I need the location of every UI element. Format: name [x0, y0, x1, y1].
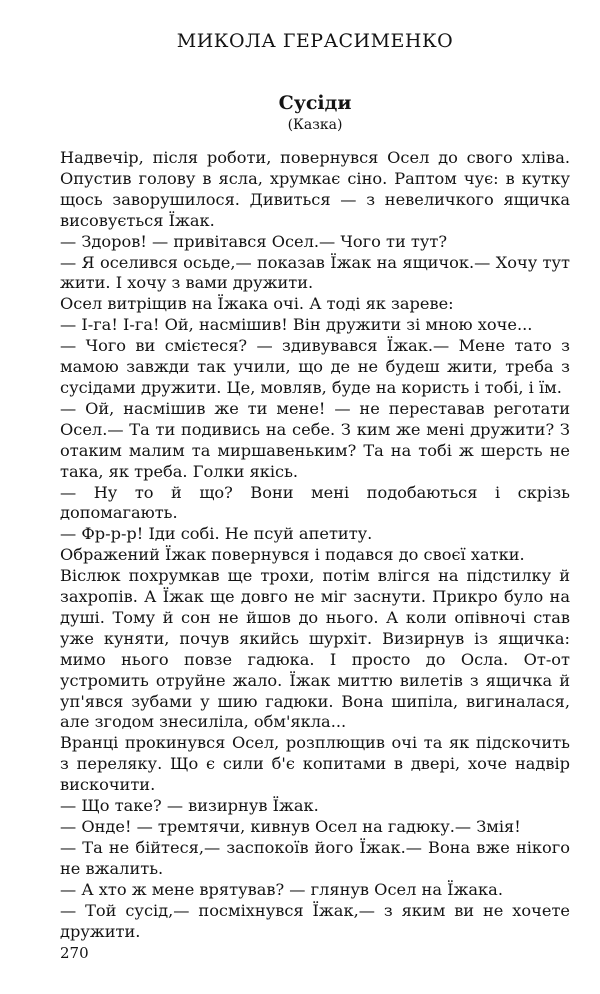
story-title: Сусіди — [278, 92, 352, 114]
story-subtitle: (Казка) — [287, 117, 343, 133]
paragraph: Вранці прокинувся Осел, розплющив очі та як підскочить з переляку. Що є сили б'є копитами в двері, хоче надвір вискочити. — [60, 733, 570, 795]
paragraph: — Що таке? — визирнув Їжак. — [60, 796, 319, 816]
paragraph: Надвечір, після роботи, повернувся Осел до свого хліва. Опустив голову в ясла, хрумкає сіно. Раптом чує: в кутку щось заворушилося. Дивиться — з невеличкого ящичка висовується Їжак. — [60, 148, 570, 230]
page-number: 270 — [60, 944, 89, 962]
paragraph: — Фр-р-р! Іди собі. Не псуй апетиту. — [60, 524, 373, 544]
paragraph: — Ой, насмішив же ти мене! — не переставав реготати Осел.— Та ти подивись на себе. З ким же мені дружити? З отаким малим та миршавеньким? Та на тобі ж шерсть не така, як треба. Голки якісь. — [60, 398, 570, 481]
paragraph: Ображений Їжак повернувся і подався до своєї хатки. — [60, 545, 525, 565]
paragraph: — Здоров! — привітався Осел.— Чого ти тут? — [60, 231, 448, 251]
paragraph: Віслюк похрумкав ще трохи, потім влігся на підстилку й захропів. А Їжак ще довго не міг заснути. Прикро було на душі. Тому й сон не йшов до нього. А коли опівночі став уже куняти, почув якийсь шурхіт. Визирнув із ящичка: мимо нього повзе гадюка. І просто до Осла. От-от устромить отруйне жало. Їжак миттю вилетів з ящичка й уп'явся зубами у шию гадюки. Вона шипіла, вигиналася, але згодом знесиліла, обм'якла... — [60, 566, 570, 732]
paragraph: — Я оселився осьде,— показав Їжак на ящичок.— Хочу тут жити. І хочу з вами дружити. — [60, 252, 570, 293]
author-name: МИКОЛА ГЕРАСИМЕНКО — [176, 30, 454, 52]
paragraph: — Ну то й що? Вони мені подобаються і скрізь допомагають. — [60, 482, 570, 523]
paragraph: — Чого ви смієтеся? — здивувався Їжак.— Мене тато з мамою завжди так учили, що де не будеш жити, треба з сусідами дружити. Це, мовляв, буде на користь і тобі, і їм. — [60, 336, 570, 397]
story-body — [60, 148, 570, 942]
paragraph: — Та не бійтеся,— заспокоїв його Їжак.— Вона вже нікого не вжалить. — [60, 837, 570, 878]
paragraph: — І-га! І-га! Ой, насмішив! Він дружити зі мною хоче... — [60, 315, 533, 335]
paragraph: — Онде! — тремтячи, кивнув Осел на гадюку.— Змія! — [60, 817, 521, 836]
paragraph: — А хто ж мене врятував? — глянув Осел на Їжака. — [60, 879, 503, 899]
paragraph: — Той сусід,— посміхнувся Їжак,— з яким ви не хочете дружити. — [60, 900, 570, 941]
book-page — [60, 0, 570, 994]
paragraph: Осел витріщив на Їжака очі. А тоді як зареве: — [60, 294, 454, 314]
